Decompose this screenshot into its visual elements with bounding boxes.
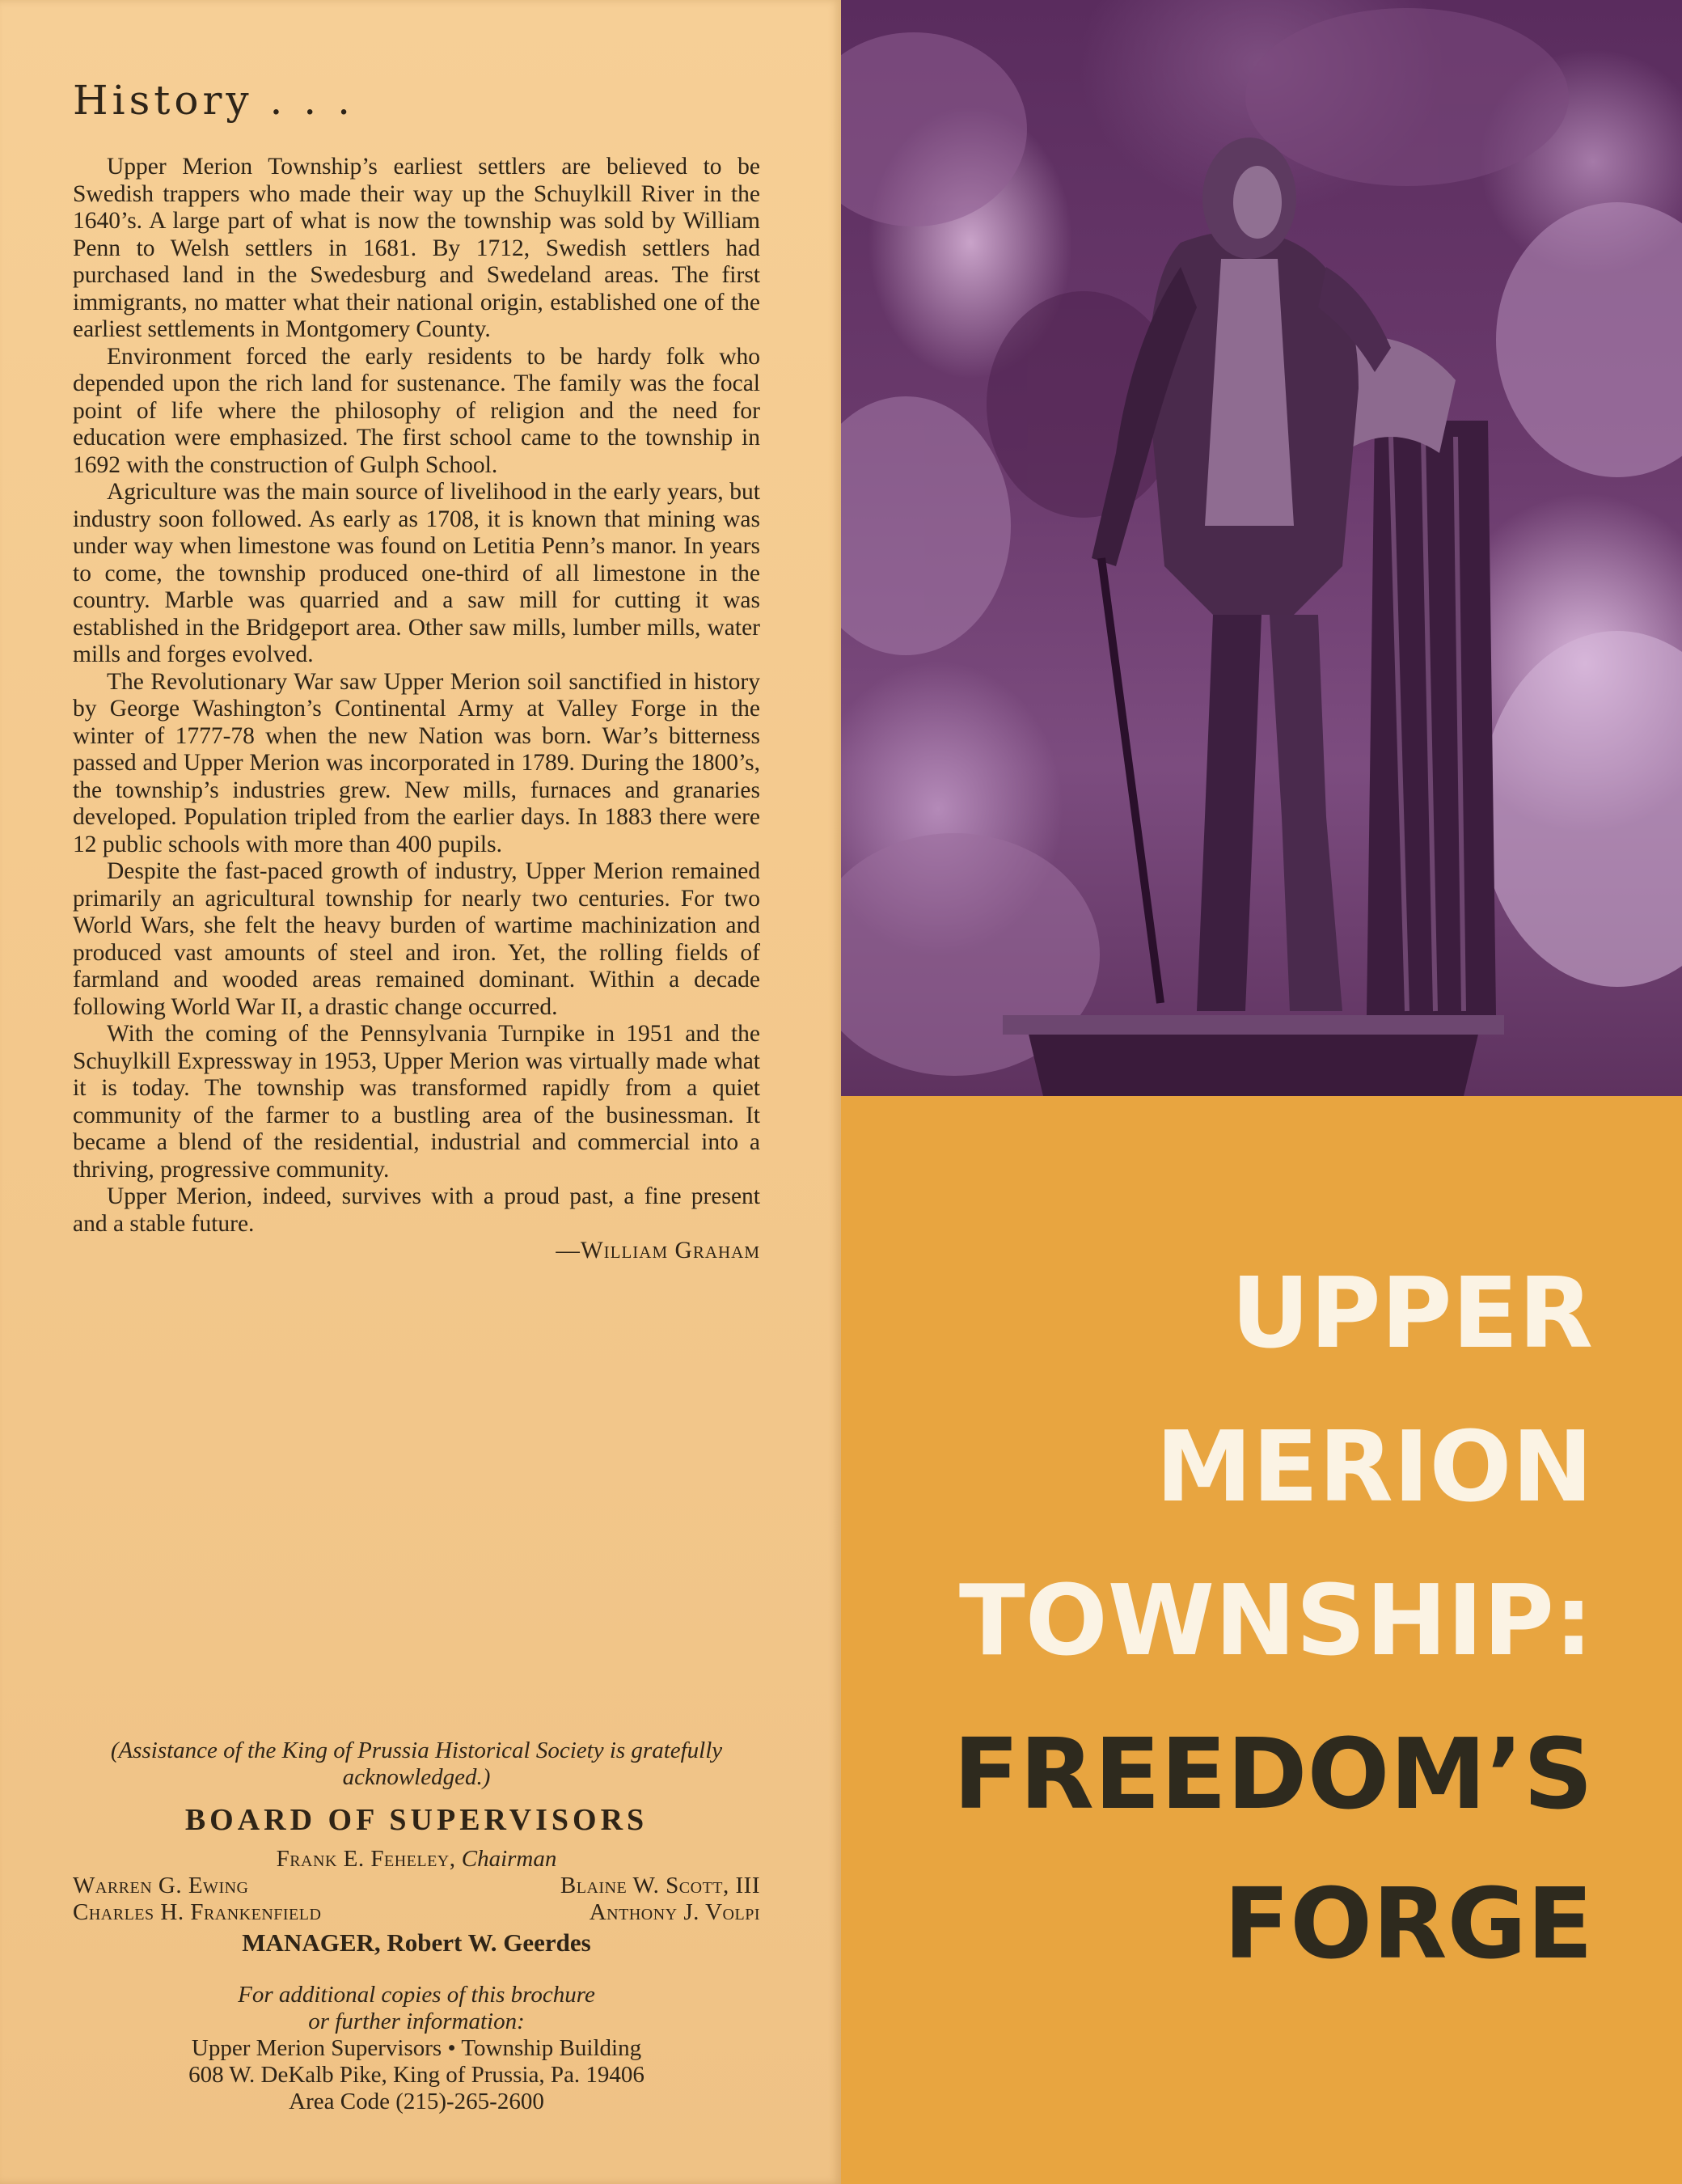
history-paragraph-6: With the coming of the Pennsylvania Turnpike in 1951 and the Schuylkill Expressway in 1953, Upper Merion was virtually made what it is today. The township was transformed rapidly from a quiet community of the farmer to a bustling area of the businessman. It became a blend of the residential, industrial and commercial into a thriving, progressive community. — [73, 1021, 760, 1183]
contact-info — [73, 1982, 760, 2115]
cover-title-line-2: MERION — [1156, 1412, 1593, 1524]
chairman-row — [73, 1846, 760, 1873]
cover-title-block — [841, 1096, 1682, 2184]
board-members — [73, 1846, 760, 1956]
history-heading: History . . . — [73, 77, 354, 124]
acknowledgement-note: (Assistance of the King of Prussia Historical Society is gratefully acknowledged.) — [110, 1737, 723, 1790]
board-heading: BOARD OF SUPERVISORS — [184, 1803, 649, 1837]
history-paragraph-3: Agriculture was the main source of livelihood in the early years, but industry soon followed. As early as 1708, it is known that mining was under way when limestone was found on Letitia Penn’s manor. In years to come, the township produced one-third of all limestone in the country. Marble was quarried and a saw mill for cutting it was established in the Bridgeport area. Other saw mills, lumber mills, water mills and forges evolved. — [73, 479, 760, 667]
washington-statue-photo — [841, 0, 1682, 1096]
base-top — [1003, 1015, 1504, 1035]
member-scott: Blaine W. Scott, III — [560, 1873, 760, 1898]
members-row-2 — [73, 1899, 760, 1926]
statue-left-leg — [1197, 615, 1262, 1011]
history-paragraph-1: Upper Merion Township’s earliest settlers are believed to be Swedish trappers who made their way up the Schuylkill River in the 1640’s. A large part of what is now the township was sold by William Penn to Welsh settlers in 1681. By 1712, Swedish settlers had purchased land in the Swedesburg and Swedeland areas. The first immigrants, no matter what their national origin, established one of the earliest settlements in Montgomery County. — [73, 154, 760, 342]
manager-label: MANAGER, — [242, 1928, 381, 1957]
cover-subtitle-line-1: FREEDOM’S — [953, 1719, 1593, 1831]
history-paragraph-4: The Revolutionary War saw Upper Merion soil sanctified in history by George Washington’s Continental Army at Valley Forge in the winter of 1777-78 when the new Nation was born. War’s bitterness passed and Upper Merion was incorporated in 1789. During the 1800’s, the township’s industries grew. New mills, furnaces and granaries developed. Population tripled from the earlier days. In 1883 there were 12 public schools with more than 400 pupils. — [73, 668, 760, 857]
history-paragraph-2: Environment forced the early residents to be hardy folk who depended upon the rich land for sustenance. The family was the focal point of life where the philosophy of religion and the need for education were emphasized. The first school came to the township in 1692 with the construction of Gulph School. — [73, 343, 760, 478]
cover-title-line-1: UPPER — [1231, 1258, 1593, 1370]
contact-line-1: For additional copies of this brochure — [238, 1982, 595, 2008]
chairman-name: Frank E. Feheley, — [276, 1846, 456, 1872]
contact-line-5: Area Code (215)-265-2600 — [289, 2089, 544, 2114]
chairman-role: Chairman — [461, 1846, 557, 1872]
contact-line-2: or further information: — [308, 2008, 525, 2034]
manager-name: Robert W. Geerdes — [387, 1928, 591, 1957]
walking-cane — [1101, 558, 1160, 1003]
members-row-1 — [73, 1873, 760, 1899]
member-frankenfield: Charles H. Frankenfield — [73, 1899, 322, 1925]
article-author: —William Graham — [556, 1238, 760, 1263]
statue-right-leg — [1270, 615, 1342, 1011]
manager-line — [73, 1929, 760, 1956]
history-article — [73, 154, 760, 1265]
contact-line-3: Upper Merion Supervisors • Township Building — [191, 2035, 642, 2061]
member-volpi: Anthony J. Volpi — [589, 1899, 760, 1925]
history-paragraph-5: Despite the fast-paced growth of industry, Upper Merion remained primarily an agricultural township for nearly two centuries. For two World Wars, she felt the heavy burden of wartime machinization and produced vast amounts of steel and iron. Yet, the rolling fields of farmland and wooded areas remained dominant. Within a decade following World War II, a drastic change occurred. — [73, 858, 760, 1020]
history-paragraph-7: Upper Merion, indeed, survives with a proud past, a fine present and a stable future. — [73, 1183, 760, 1237]
statue-base — [1027, 1027, 1480, 1096]
cover-subtitle-line-2: FORGE — [1223, 1869, 1593, 1981]
member-ewing: Warren G. Ewing — [73, 1873, 249, 1898]
contact-line-4: 608 W. DeKalb Pike, King of Prussia, Pa. 19406 — [188, 2062, 644, 2088]
cover-title-line-3: TOWNSHIP: — [958, 1565, 1593, 1678]
face-highlight — [1233, 166, 1282, 239]
statue-illustration — [841, 0, 1682, 1096]
